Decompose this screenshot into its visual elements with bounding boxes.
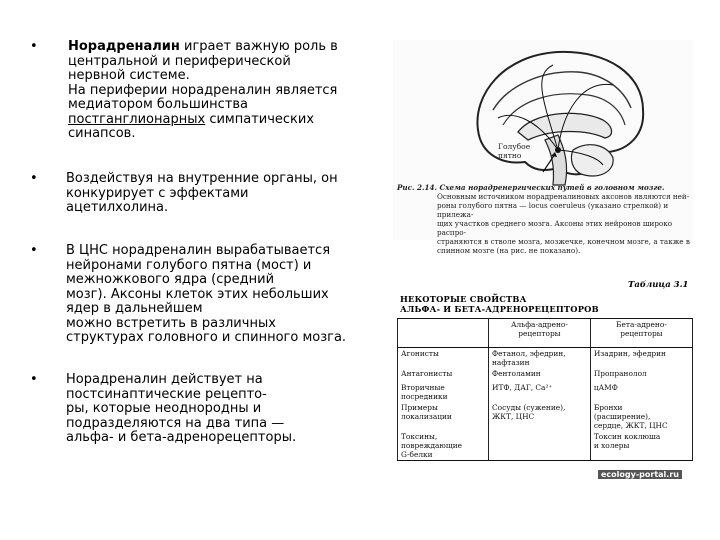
table-cell: Пропранолол [590, 368, 692, 382]
bullet-text: Воздействуя на внутренние органы, он конкурирует с эффектами ацетилхолина. [66, 171, 338, 215]
table-cell: Вторичные посредники [398, 382, 489, 402]
watermark: ecology-portal.ru [598, 470, 682, 479]
table-cell: Токсин коклюша и холеры [590, 431, 692, 461]
locus-coeruleus-dot [555, 147, 561, 153]
table-cell: Фетанол, эфедрин, нафтазин [489, 348, 591, 369]
figure-caption [397, 183, 695, 255]
cerebellum [571, 145, 613, 176]
table-title: НЕКОТОРЫЕ СВОЙСТВА АЛЬФА- И БЕТА-АДРЕНОРЕЦЕПТОРОВ [400, 294, 599, 314]
table-row [398, 368, 693, 382]
table-cell: Примеры локализации [398, 402, 489, 431]
caption-title: Рис. 2.14. Схема норадренергических путей в головном мозге. [397, 183, 665, 192]
bullet-marker: • [30, 372, 38, 387]
table-row [398, 431, 693, 461]
table-row [398, 348, 693, 369]
table-cell: Бронхи (расширение), сердце, ЖКТ, ЦНС [590, 402, 692, 431]
bold-term: Норадреналин [68, 39, 180, 54]
table-cell [489, 431, 591, 461]
bullet-text: В ЦНС норадреналин вырабатывается нейронами голубого пятна (мост) и межножкового ядра (средний мозг). Аксоны клеток этих небольших ядер в дальнейшем можно встретить в различных структурах головного и спинного мозга. [66, 243, 347, 345]
table-number: Таблица 3.1 [628, 280, 689, 290]
table-header-cell [398, 319, 489, 348]
table-header-row [398, 319, 693, 348]
table-cell: Изадрин, эфедрин [590, 348, 692, 369]
table-cell: Фентоламин [489, 368, 591, 382]
table-cell: Сосуды (сужение), ЖКТ, ЦНС [489, 402, 591, 431]
figure-label: Голубое пятно [498, 142, 531, 160]
receptor-properties-table [397, 318, 693, 461]
bullet-marker: • [30, 171, 38, 186]
table-cell: Токсины, повреждающие G-белки [398, 431, 489, 461]
table-cell: Антагонисты [398, 368, 489, 382]
bullet-text: Норадреналин действует на постсинаптические рецепто- ры, которые неоднородны и подразделяются на два типа — альфа- и бета-адренорецепторы. [66, 372, 297, 445]
table-row [398, 402, 693, 431]
table-row [398, 382, 693, 402]
caption-body: Основным источником норадреналиновых аксонов являются ней- роны голубого пятна — locus coeruleus (указано стрелкой) и прилежа- щих участков среднего мозга. Аксоны этих нейронов широко распро- страняются в стволе мозга, мозжечке, конечном мозге, а также в спинном мозге (на рис. не показано). [437, 192, 690, 255]
bullet-text: Норадреналин играет важную роль в центральной и периферической нервной системе. На периферии норадреналин является медиатором большинства постганглионарных симпатических синапсов. [68, 39, 338, 141]
underlined-term: постганглионарных [68, 111, 206, 127]
bullet-marker: • [30, 243, 38, 258]
table-header-cell: Альфа-адрено- рецепторы [489, 319, 591, 348]
bullet-marker: • [30, 39, 38, 54]
table-cell: ИТФ, ДАГ, Ca²⁺ [489, 382, 591, 402]
table-header-cell: Бета-адрено- рецепторы [590, 319, 692, 348]
table-cell: цАМФ [590, 382, 692, 402]
table-cell: Агонисты [398, 348, 489, 369]
